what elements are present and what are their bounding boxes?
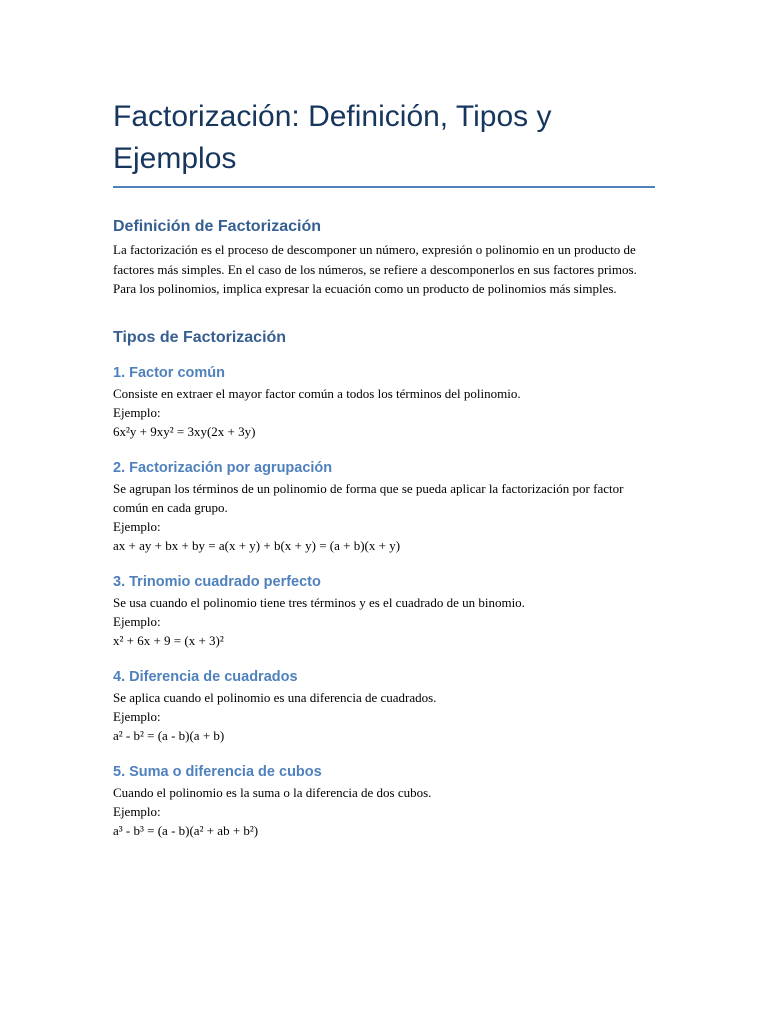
type-heading: 5. Suma o diferencia de cubos (113, 763, 322, 780)
title-underline (113, 186, 655, 188)
example-label: Ejemplo: (113, 708, 161, 724)
types-heading: Tipos de Factorización (113, 328, 287, 346)
type-heading: 1. Factor común (113, 364, 225, 381)
type-heading: 2. Factorización por agrupación (113, 459, 333, 476)
example-formula: 6x²y + 9xy² = 3xy(2x + 3y) (113, 423, 256, 439)
type-description: Se aplica cuando el polinomio es una diferencia de cuadrados. (113, 689, 437, 705)
example-label: Ejemplo: (113, 803, 161, 819)
definition-section (113, 218, 655, 299)
type-heading: 4. Diferencia de cuadrados (113, 668, 298, 685)
example-label: Ejemplo: (113, 518, 161, 534)
document-title: Factorización: Definición, Tipos y Ejemplos (113, 100, 552, 175)
example-label: Ejemplo: (113, 404, 161, 420)
type-section-factor-comun (113, 365, 655, 441)
type-section-cubos (113, 764, 655, 840)
type-heading: 3. Trinomio cuadrado perfecto (113, 573, 321, 590)
type-description: Cuando el polinomio es la suma o la diferencia de dos cubos. (113, 784, 432, 800)
type-description: Se agrupan los términos de un polinomio de forma que se pueda aplicar la factorización por factor común en cada grupo. (113, 480, 624, 515)
type-section-trinomio (113, 574, 655, 650)
definition-text: La factorización es el proceso de descomponer un número, expresión o polinomio en un producto de factores más simples. En el caso de los números, se refiere a descomponerlos en sus factores primos. Para los polinomios, implica expresar la ecuación como un producto de polinomios más simples. (113, 242, 637, 296)
example-formula: a³ - b³ = (a - b)(a² + ab + b²) (113, 822, 259, 838)
example-formula: ax + ay + bx + by = a(x + y) + b(x + y) = (a + b)(x + y) (113, 537, 401, 553)
type-section-agrupacion (113, 460, 655, 555)
type-section-diferencia-cuadrados (113, 669, 655, 745)
definition-heading: Definición de Factorización (113, 218, 322, 235)
types-section (113, 329, 655, 840)
example-formula: x² + 6x + 9 = (x + 3)² (113, 632, 224, 648)
example-label: Ejemplo: (113, 613, 161, 629)
example-formula: a² - b² = (a - b)(a + b) (113, 727, 225, 743)
type-description: Se usa cuando el polinomio tiene tres términos y es el cuadrado de un binomio. (113, 594, 525, 610)
type-description: Consiste en extraer el mayor factor común a todos los términos del polinomio. (113, 385, 521, 401)
